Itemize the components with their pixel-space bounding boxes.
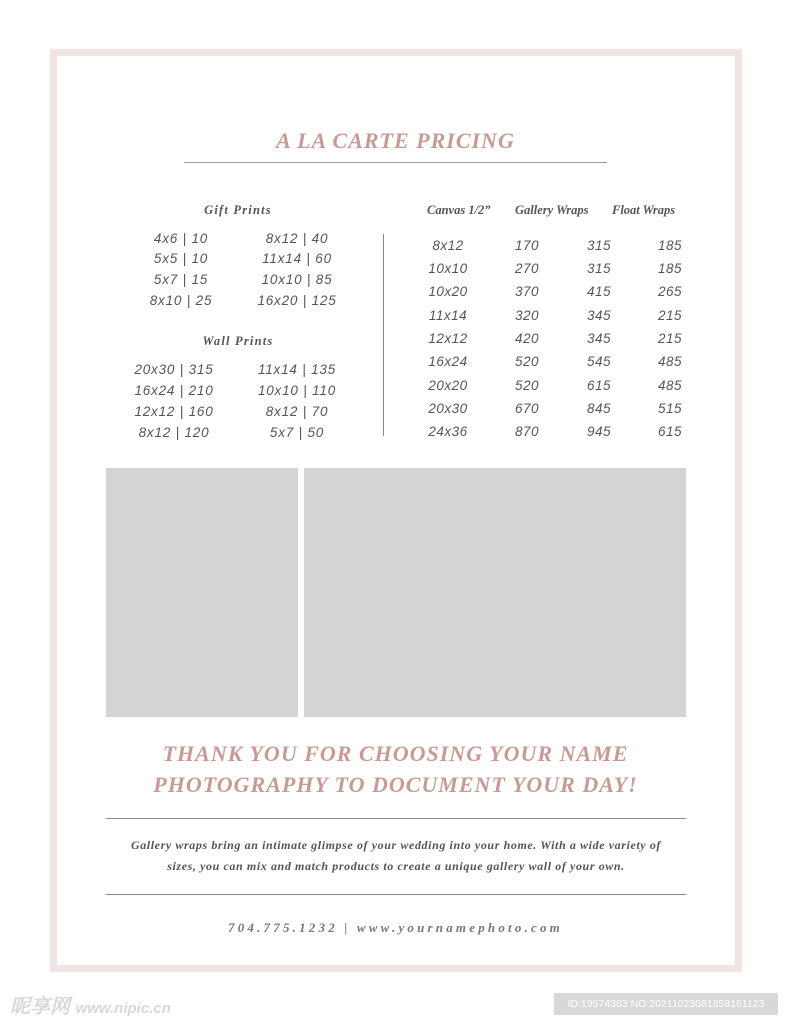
- gift-print-price: 8x10 | 25: [149, 293, 213, 308]
- blurb-line: Gallery wraps bring an intimate glimpse of your wedding into your home. With a wide variety of: [130, 838, 662, 852]
- table-cell-gallery: 315: [586, 238, 612, 253]
- table-cell-gallery: 345: [586, 331, 612, 346]
- table-cell-float: 515: [657, 401, 683, 416]
- table-cell-size: 24x36: [428, 424, 468, 439]
- table-cell-size: 20x30: [428, 401, 468, 416]
- table-cell-size: 16x24: [428, 354, 468, 369]
- table-cell-canvas: 520: [514, 354, 540, 369]
- thank-you-line: THANK YOU FOR CHOOSING YOUR NAME: [162, 741, 629, 766]
- table-cell-gallery: 315: [586, 261, 612, 276]
- table-cell-float: 615: [657, 424, 683, 439]
- table-cell-size: 8x12: [432, 238, 464, 253]
- table-cell-size: 10x20: [428, 284, 468, 299]
- table-cell-gallery: 845: [586, 401, 612, 416]
- divider-bottom: [106, 894, 686, 895]
- gift-print-price: 16x20 | 125: [257, 293, 337, 308]
- table-cell-canvas: 170: [514, 238, 540, 253]
- canvas-column-header: Canvas 1/2”: [427, 203, 491, 217]
- contact-line: 704.775.1232 | www.yournamephoto.com: [228, 920, 563, 935]
- thank-you-message: [0, 738, 791, 800]
- wall-print-price: 16x24 | 210: [134, 383, 214, 398]
- table-cell-float: 265: [657, 284, 683, 299]
- table-cell-float: 185: [657, 261, 683, 276]
- wall-print-price: 8x12 | 70: [265, 404, 329, 419]
- wall-prints-heading: Wall Prints: [202, 334, 274, 348]
- photo-placeholder-right: [304, 468, 686, 717]
- table-cell-canvas: 420: [514, 331, 540, 346]
- gift-print-price: 5x7 | 15: [153, 272, 209, 287]
- table-cell-canvas: 670: [514, 401, 540, 416]
- float-wraps-column-header: Float Wraps: [612, 203, 676, 217]
- table-cell-size: 11x14: [428, 308, 468, 323]
- wall-print-price: 8x12 | 120: [138, 425, 210, 440]
- table-cell-gallery: 345: [586, 308, 612, 323]
- thank-you-line: PHOTOGRAPHY TO DOCUMENT YOUR DAY!: [153, 772, 638, 797]
- table-cell-float: 215: [657, 331, 683, 346]
- table-cell-canvas: 320: [514, 308, 540, 323]
- gift-print-price: 4x6 | 10: [153, 231, 209, 246]
- gift-print-price: 5x5 | 10: [153, 251, 209, 266]
- gift-print-price: 8x12 | 40: [265, 231, 329, 246]
- table-cell-canvas: 270: [514, 261, 540, 276]
- watermark-url: www.nipic.cn: [75, 1000, 171, 1017]
- gallery-wraps-column-header: Gallery Wraps: [515, 203, 589, 217]
- table-cell-size: 12x12: [428, 331, 468, 346]
- wall-print-price: 11x14 | 135: [257, 362, 337, 377]
- table-cell-canvas: 870: [514, 424, 540, 439]
- title-divider: [184, 162, 607, 163]
- table-cell-float: 485: [657, 354, 683, 369]
- wall-print-price: 20x30 | 315: [134, 362, 214, 377]
- table-cell-size: 10x10: [428, 261, 468, 276]
- watermark-brand: 昵享网: [10, 996, 70, 1018]
- page-title: A LA CARTE PRICING: [276, 128, 515, 153]
- wall-print-price: 10x10 | 110: [257, 383, 337, 398]
- wall-print-price: 12x12 | 160: [134, 404, 214, 419]
- table-cell-size: 20x20: [428, 378, 468, 393]
- table-cell-canvas: 370: [514, 284, 540, 299]
- table-cell-gallery: 545: [586, 354, 612, 369]
- table-cell-float: 185: [657, 238, 683, 253]
- watermark-logo: [10, 990, 171, 1019]
- gift-print-price: 11x14 | 60: [262, 251, 332, 266]
- wall-print-price: 5x7 | 50: [269, 425, 325, 440]
- table-cell-gallery: 615: [586, 378, 612, 393]
- column-divider: [383, 234, 384, 436]
- table-cell-float: 215: [657, 308, 683, 323]
- gift-print-price: 10x10 | 85: [261, 272, 333, 287]
- photo-placeholder-left: [106, 468, 298, 717]
- blurb-line: sizes, you can mix and match products to create a unique gallery wall of your own.: [167, 859, 625, 873]
- gift-prints-heading: Gift Prints: [204, 203, 272, 217]
- table-cell-canvas: 520: [514, 378, 540, 393]
- table-cell-float: 485: [657, 378, 683, 393]
- table-cell-gallery: 945: [586, 424, 612, 439]
- table-cell-gallery: 415: [586, 284, 612, 299]
- divider-top: [106, 818, 686, 819]
- gallery-wraps-blurb: [106, 835, 686, 877]
- watermark-id-badge: ID:19574383 NO:20211023081858161123: [554, 993, 778, 1015]
